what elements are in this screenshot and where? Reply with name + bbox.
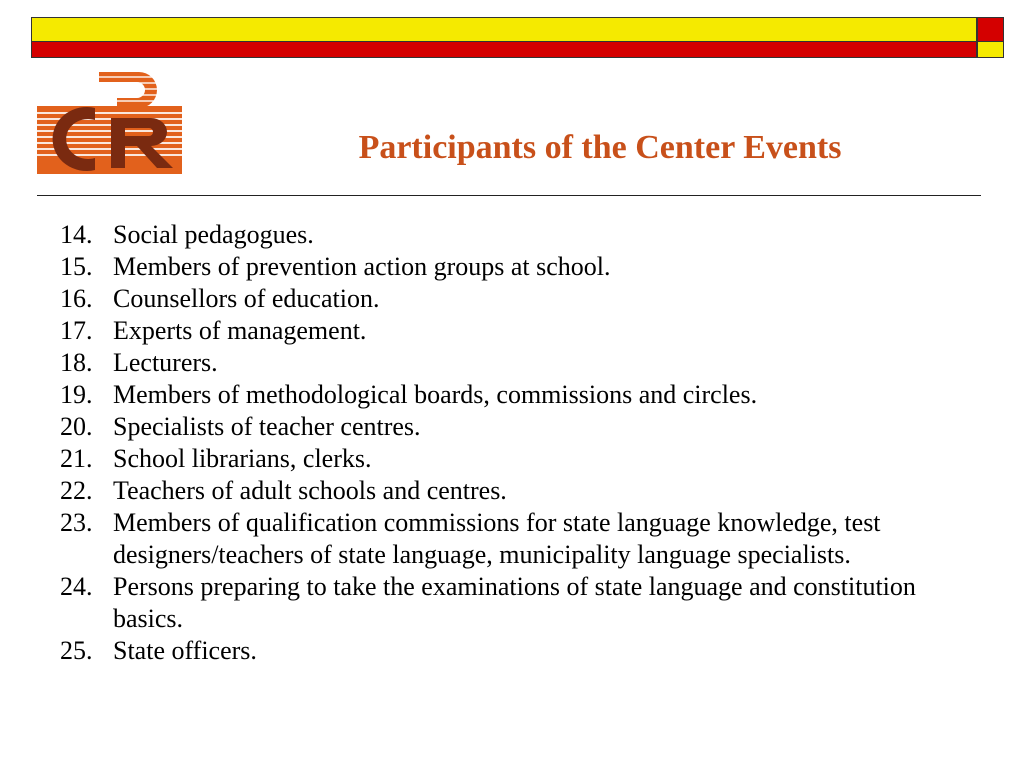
item-number: 15. [60,252,93,281]
item-text: Members of methodological boards, commissions and circles. [113,380,758,409]
item-text: Members of qualification commissions for state language knowledge, test designers/teachers of state language, municipality language specialists. [113,508,881,569]
item-text: Specialists of teacher centres. [113,412,421,441]
list-item [60,283,960,315]
item-text: Members of prevention action groups at school. [113,252,611,281]
header-square-yellow [977,42,1004,58]
item-number: 20. [60,412,93,441]
item-number: 24. [60,572,93,601]
list-item [60,219,960,251]
organization-logo [37,68,182,174]
item-number: 17. [60,316,93,345]
item-number: 18. [60,348,93,377]
list-item [60,475,960,507]
list-item [60,635,960,667]
header-square-red [977,17,1004,42]
item-text: Teachers of adult schools and centres. [113,476,507,505]
list-item [60,443,960,475]
list-item [60,347,960,379]
item-number: 25. [60,636,93,665]
list-item [60,571,960,635]
item-text: State officers. [113,636,257,665]
item-number: 21. [60,444,93,473]
item-number: 22. [60,476,93,505]
list-item [60,251,960,283]
item-text: Experts of management. [113,316,367,345]
item-text: Persons preparing to take the examinations of state language and constitution basics. [113,572,916,633]
header-bar-yellow [31,17,977,42]
list-item [60,411,960,443]
item-number: 14. [60,220,93,249]
item-text: Lecturers. [113,348,218,377]
participants-list [60,219,960,667]
list-item [60,315,960,347]
item-text: School librarians, clerks. [113,444,372,473]
list-item [60,507,960,571]
header-bar-red [31,42,977,58]
item-number: 23. [60,508,93,537]
item-text: Counsellors of education. [113,284,380,313]
item-number: 16. [60,284,93,313]
title-divider [37,195,981,196]
item-number: 19. [60,380,93,409]
slide-title: Participants of the Center Events [358,129,842,166]
item-text: Social pedagogues. [113,220,314,249]
list-item [60,379,960,411]
